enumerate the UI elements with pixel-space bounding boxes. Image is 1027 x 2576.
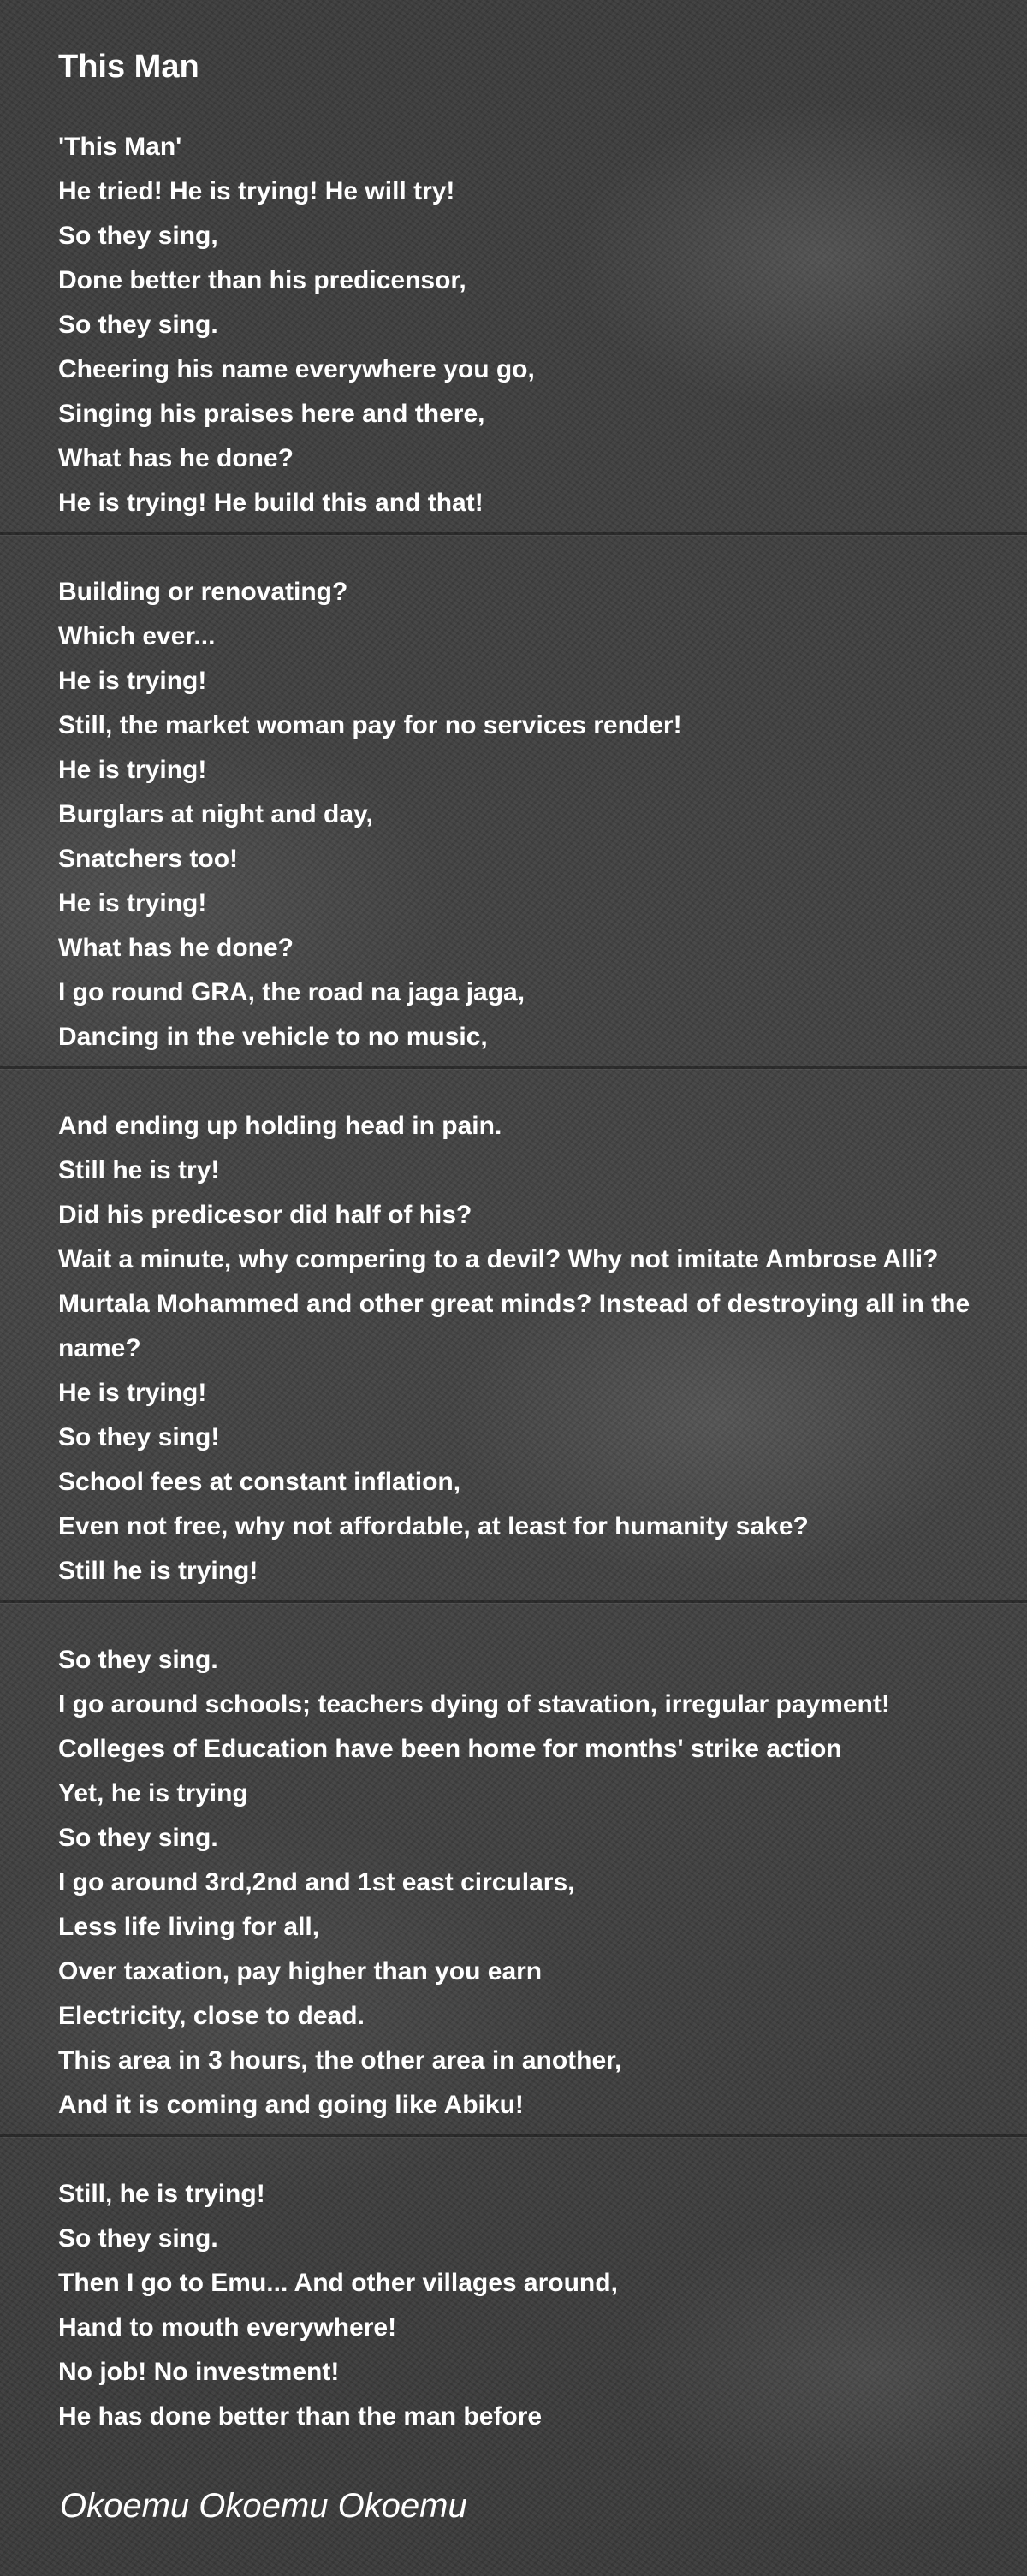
poem-line: He is trying! xyxy=(58,667,207,695)
poem-line: Snatchers too! xyxy=(58,845,239,873)
poem-line: I go round GRA, the road na jaga jaga, xyxy=(58,978,525,1006)
poem-line: So they sing! xyxy=(58,1423,220,1451)
poem-line: Electricity, close to dead. xyxy=(58,2002,365,2030)
stanza-1 xyxy=(58,125,1000,525)
poem-line: Cheering his name everywhere you go, xyxy=(58,355,535,383)
stanza-5 xyxy=(58,2172,1000,2439)
poem-line: He is trying! xyxy=(58,1379,207,1407)
poem-line: Then I go to Emu... And other villages around, xyxy=(58,2269,618,2297)
poem-line: Even not free, why not affordable, at least for humanity sake? xyxy=(58,1512,809,1540)
poem-line: Did his predicesor did half of his? xyxy=(58,1201,472,1229)
poem-body xyxy=(58,125,1000,2484)
poem-line: And ending up holding head in pain. xyxy=(58,1112,502,1140)
poem-line: Less life living for all, xyxy=(58,1913,320,1941)
poem-line: Still, he is trying! xyxy=(58,2180,265,2208)
poem-line: So they sing, xyxy=(58,222,218,250)
poem-line: Colleges of Education have been home for months' strike action xyxy=(58,1735,842,1763)
poem-line: He tried! He is trying! He will try! xyxy=(58,177,455,205)
poem-line: I go around 3rd,2nd and 1st east circulars, xyxy=(58,1868,575,1896)
poem-line: Over taxation, pay higher than you earn xyxy=(58,1957,543,1985)
poem-line: Yet, he is trying xyxy=(58,1779,248,1807)
poem-line: And it is coming and going like Abiku! xyxy=(58,2091,524,2119)
poem-line: Singing his praises here and there, xyxy=(58,400,485,428)
poem-line: 'This Man' xyxy=(58,133,182,161)
poem-line: This area in 3 hours, the other area in another, xyxy=(58,2046,622,2074)
poem-line: Still he is try! xyxy=(58,1156,220,1184)
poem-line: School fees at constant inflation, xyxy=(58,1468,461,1496)
poem-line: He has done better than the man before xyxy=(58,2402,543,2431)
poem-line: Hand to mouth everywhere! xyxy=(58,2313,397,2342)
stanza-4 xyxy=(58,1638,1000,2128)
stanza-2 xyxy=(58,570,1000,1059)
poem-line: So they sing. xyxy=(58,1646,218,1674)
poem-line: He is trying! xyxy=(58,889,207,917)
poem-line: Burglars at night and day, xyxy=(58,800,373,828)
poem-line: So they sing. xyxy=(58,1824,218,1852)
poem-line: Done better than his predicensor, xyxy=(58,266,466,294)
poem-line: He is trying! He build this and that! xyxy=(58,489,484,517)
poem-line: Dancing in the vehicle to no music, xyxy=(58,1023,488,1051)
poem-line: Which ever... xyxy=(58,622,216,650)
poem-line: So they sing. xyxy=(58,2224,218,2253)
poem-line: What has he done? xyxy=(58,934,294,962)
poem-title: This Man xyxy=(58,49,199,85)
poem-line: He is trying! xyxy=(58,756,207,784)
stanza-3 xyxy=(58,1104,1000,1594)
poem-line: No job! No investment! xyxy=(58,2358,340,2386)
poem-line: Building or renovating? xyxy=(58,578,348,606)
poem-line: So they sing. xyxy=(58,311,218,339)
poem-author: Okoemu Okoemu Okoemu xyxy=(60,2487,467,2525)
poem-line: I go around schools; teachers dying of stavation, irregular payment! xyxy=(58,1690,890,1718)
poem-line: Still, the market woman pay for no services render! xyxy=(58,711,682,739)
poem-line: What has he done? xyxy=(58,444,294,472)
poem-line: Still he is trying! xyxy=(58,1557,258,1585)
poem-line: Wait a minute, why compering to a devil? Why not imitate Ambrose Alli? Murtala Mohammed and other great minds? Instead of destroying all in the name? xyxy=(58,1245,971,1362)
